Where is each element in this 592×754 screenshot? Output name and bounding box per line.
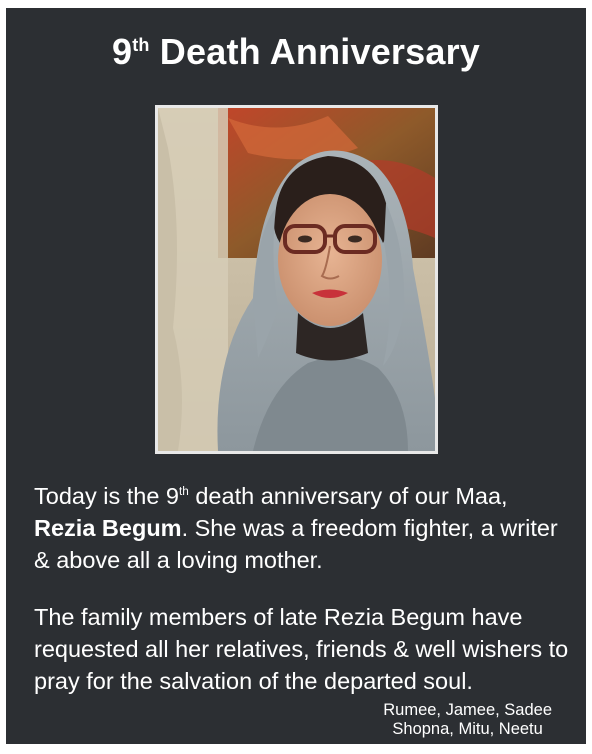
prayer-request-paragraph: The family members of late Rezia Begum have requested all her relatives, friends & well wishers to pray for the salvation of the departed soul. <box>34 604 569 694</box>
tribute-text-end: . She was a freedom fighter, a writer & above all a loving mother. <box>34 515 558 573</box>
title-text: Death Anniversary <box>149 31 481 72</box>
family-signature <box>383 701 552 739</box>
tribute-text-start: Today is the 9 <box>34 483 180 509</box>
tribute-paragraph <box>34 480 574 576</box>
tribute-ordinal-suffix: th <box>179 485 189 499</box>
signature-line-1: Rumee, Jamee, Sadee <box>383 701 552 719</box>
portrait-photo <box>155 105 438 454</box>
title-ordinal-suffix: th <box>132 35 150 55</box>
tribute-text-middle: death anniversary of our Maa, <box>188 483 508 509</box>
portrait-image <box>158 108 435 451</box>
obituary-card <box>6 8 586 744</box>
page-title <box>6 30 586 74</box>
deceased-name: Rezia Begum <box>34 515 182 541</box>
signature-line-2: Shopna, Mitu, Neetu <box>392 720 543 738</box>
title-number: 9 <box>111 31 133 72</box>
